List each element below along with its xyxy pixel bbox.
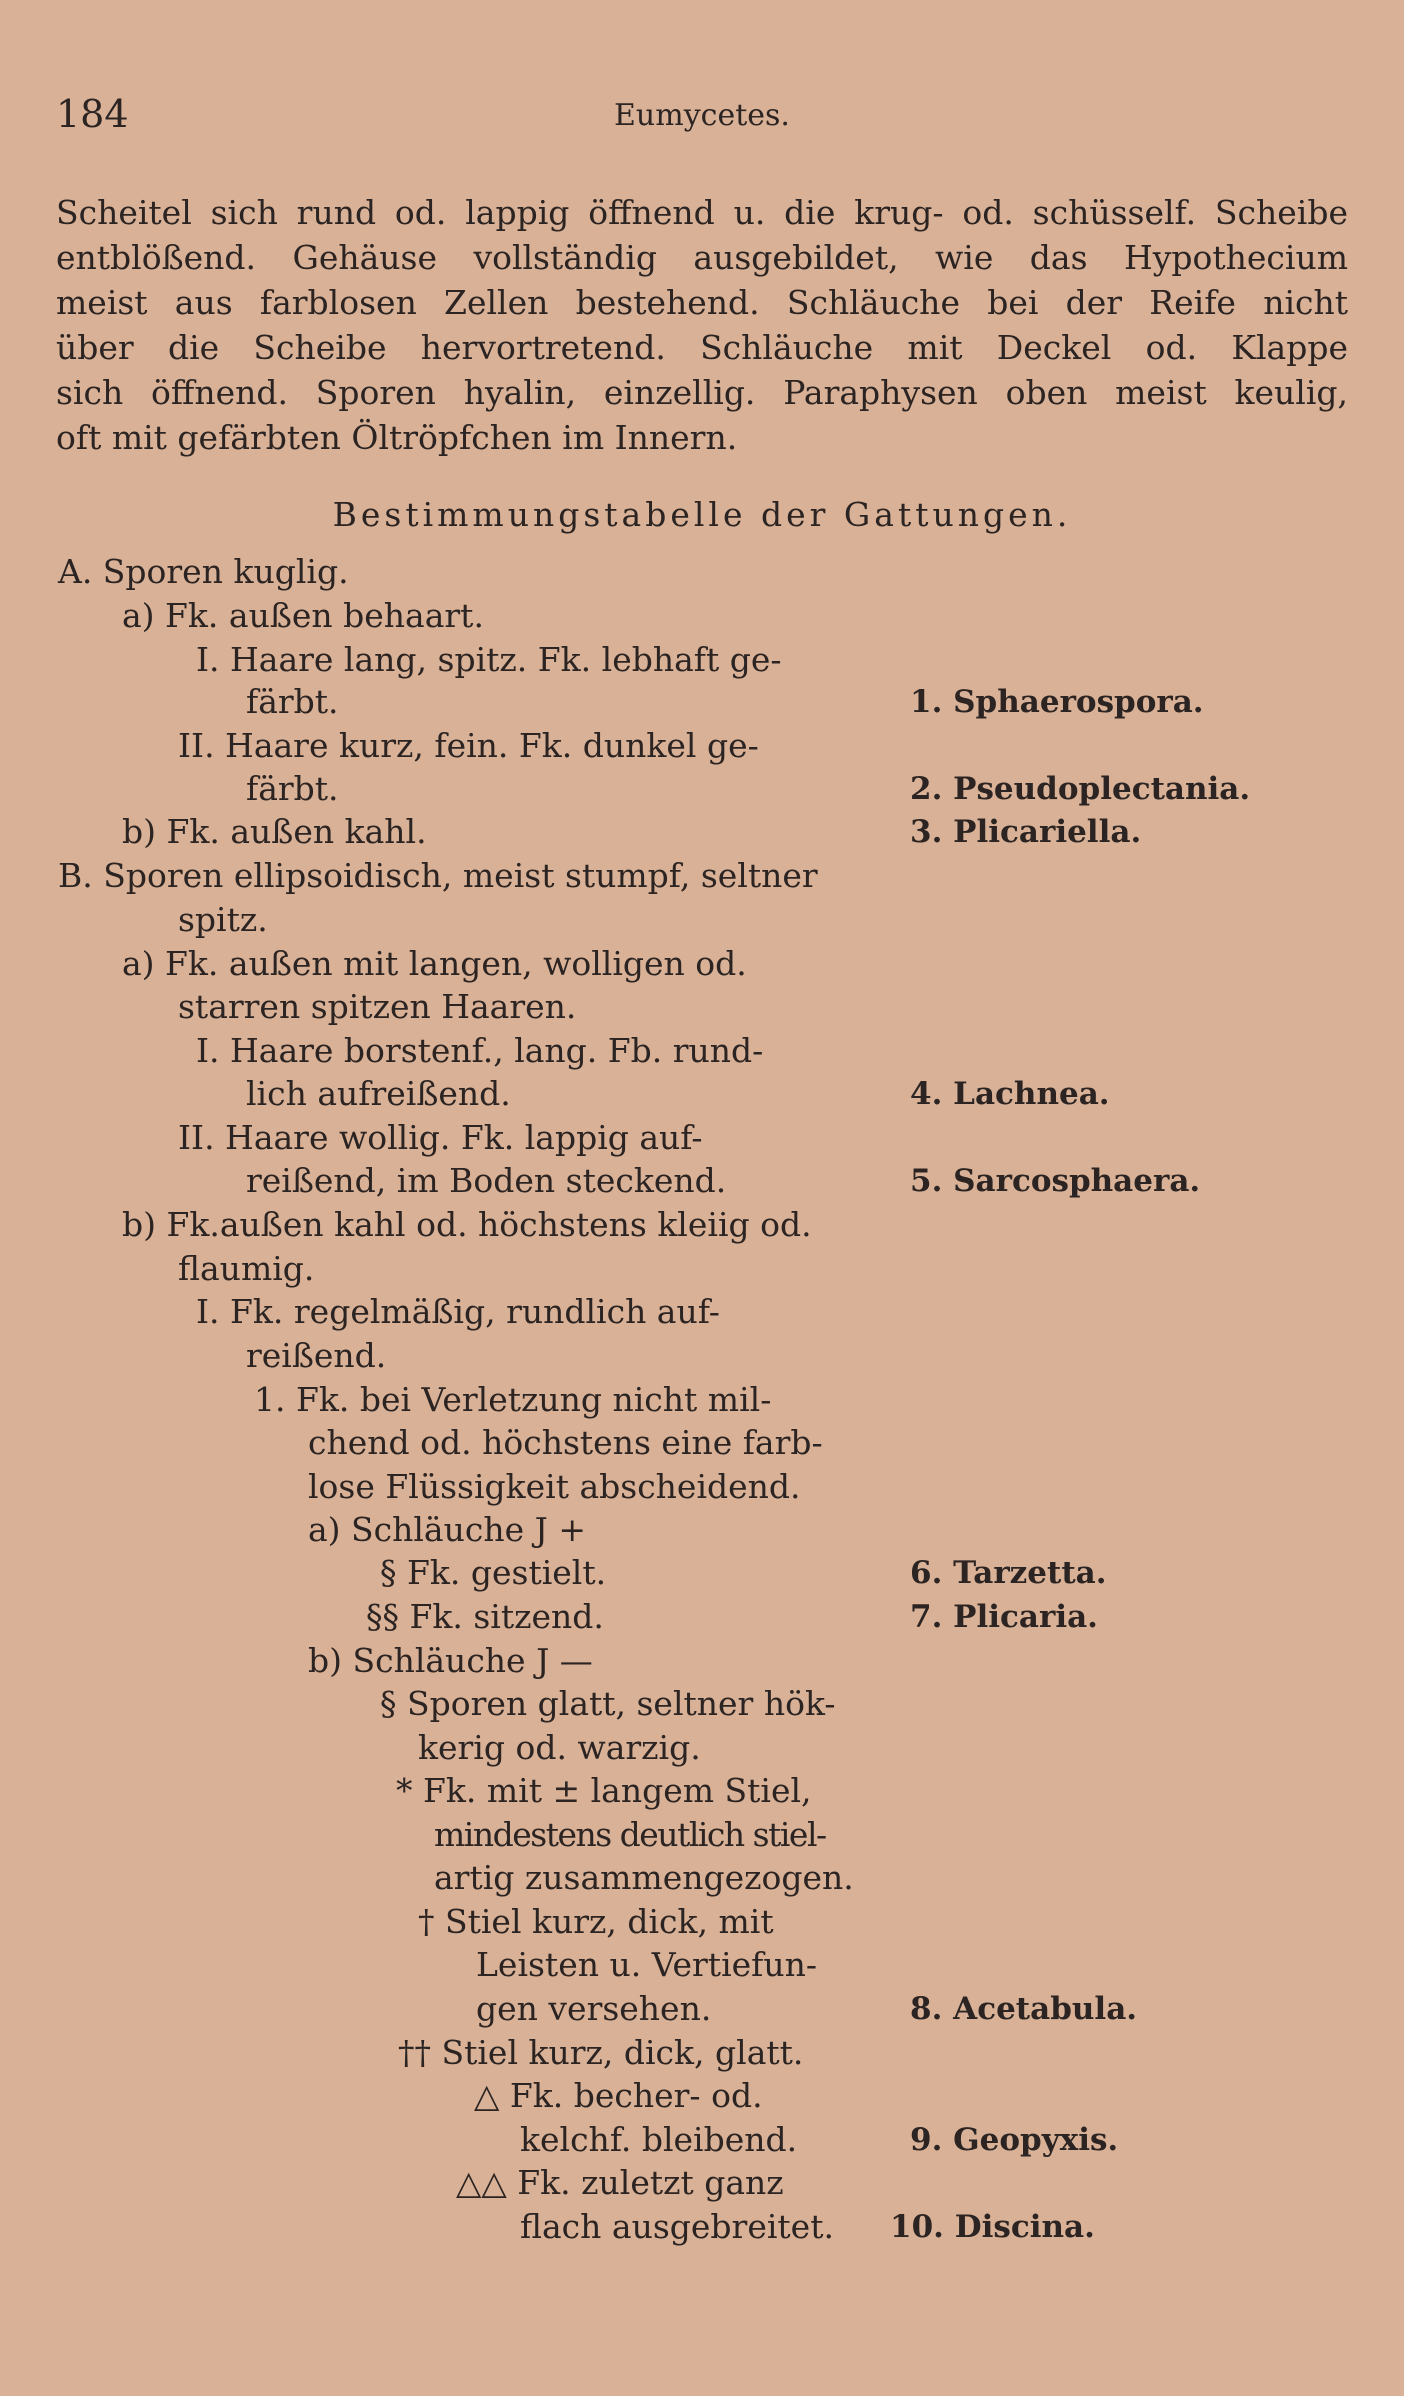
key-line: lose Flüssigkeit abscheidend.: [308, 1467, 801, 1506]
intro-line: über die Scheibe hervortretend. Schläuche mit Deckel od. Klappe: [56, 328, 1348, 367]
intro-line: sich öffnend. Sporen hyalin, einzellig. Paraphysen oben meist keulig,: [56, 373, 1348, 412]
key-line: a) Schläuche J +: [308, 1510, 586, 1549]
key-line: gen versehen.: [476, 1989, 712, 2028]
key-line: starren spitzen Haaren.: [178, 987, 577, 1026]
key-line: § Fk. gestielt.: [380, 1553, 607, 1592]
intro-line: oft mit gefärbten Öltröpfchen im Innern.: [56, 418, 738, 457]
intro-line: Scheitel sich rund od. lappig öffnend u. die krug- od. schüsself. Scheibe: [56, 193, 1348, 232]
key-line: reißend.: [246, 1336, 387, 1375]
intro-line: entblößend. Gehäuse vollständig ausgebildet, wie das Hypothecium: [56, 238, 1348, 277]
key-line: spitz.: [178, 900, 268, 939]
table-title: Bestimmungstabelle der Gattungen.: [332, 495, 1072, 534]
key-line: II. Haare wollig. Fk. lappig auf-: [178, 1118, 703, 1157]
key-line: b) Schläuche J —: [308, 1641, 593, 1680]
key-line: kelchf. bleibend.: [520, 2120, 798, 2159]
key-line: färbt.: [246, 682, 339, 721]
genus-result: 1. Sphaerospora.: [910, 684, 1204, 720]
key-line: A. Sporen kuglig.: [58, 552, 349, 591]
key-line: △ Fk. becher- od.: [474, 2076, 763, 2115]
key-line: I. Haare borstenf., lang. Fb. rund-: [196, 1031, 764, 1070]
key-line: reißend, im Boden steckend.: [246, 1161, 727, 1200]
key-line: lich aufreißend.: [246, 1074, 511, 1113]
key-line: § Sporen glatt, seltner hök-: [380, 1684, 836, 1723]
key-line: II. Haare kurz, fein. Fk. dunkel ge-: [178, 726, 759, 765]
key-line: a) Fk. außen mit langen, wolligen od.: [122, 944, 747, 983]
running-title: Eumycetes.: [614, 98, 790, 133]
key-line: †† Stiel kurz, dick, glatt.: [398, 2033, 804, 2072]
key-line: flach ausgebreitet.: [520, 2207, 834, 2246]
key-line: I. Fk. regelmäßig, rundlich auf-: [196, 1292, 720, 1331]
key-line: I. Haare lang, spitz. Fk. lebhaft ge-: [196, 640, 782, 679]
key-line: † Stiel kurz, dick, mit: [418, 1902, 774, 1941]
intro-paragraph: [56, 190, 1348, 460]
genus-result: 4. Lachnea.: [910, 1076, 1110, 1112]
key-line: flaumig.: [178, 1249, 315, 1288]
key-line: △△ Fk. zuletzt ganz: [456, 2163, 784, 2202]
genus-result: 10. Discina.: [890, 2209, 1095, 2245]
genus-result: 2. Pseudoplectania.: [910, 771, 1251, 807]
key-line: artig zusammengezogen.: [434, 1858, 854, 1897]
key-line: B. Sporen ellipsoidisch, meist stumpf, seltner: [58, 856, 818, 895]
genus-result: 7. Plicaria.: [910, 1599, 1098, 1635]
genus-result: 9. Geopyxis.: [910, 2122, 1119, 2158]
key-line: chend od. höchstens eine farb-: [308, 1423, 823, 1462]
genus-result: 6. Tarzetta.: [910, 1555, 1107, 1591]
key-line: * Fk. mit ± langem Stiel,: [396, 1771, 812, 1810]
key-line: a) Fk. außen behaart.: [122, 596, 484, 635]
key-line: färbt.: [246, 769, 339, 808]
intro-line: meist aus farblosen Zellen bestehend. Schläuche bei der Reife nicht: [56, 283, 1348, 322]
genus-result: 3. Plicariella.: [910, 814, 1142, 850]
page-number: 184: [56, 92, 129, 136]
key-line: mindestens deutlich stiel-: [434, 1815, 826, 1854]
genus-result: 5. Sarcosphaera.: [910, 1163, 1201, 1199]
key-line: kerig od. warzig.: [418, 1728, 701, 1767]
key-line: Leisten u. Vertiefun-: [476, 1945, 818, 1984]
key-line: §§ Fk. sitzend.: [366, 1597, 604, 1636]
key-line: b) Fk. außen kahl.: [122, 812, 427, 851]
key-line: 1. Fk. bei Verletzung nicht mil-: [254, 1380, 772, 1419]
genus-result: 8. Acetabula.: [910, 1991, 1138, 2027]
key-line: b) Fk.außen kahl od. höchstens kleiig od.: [122, 1205, 812, 1244]
